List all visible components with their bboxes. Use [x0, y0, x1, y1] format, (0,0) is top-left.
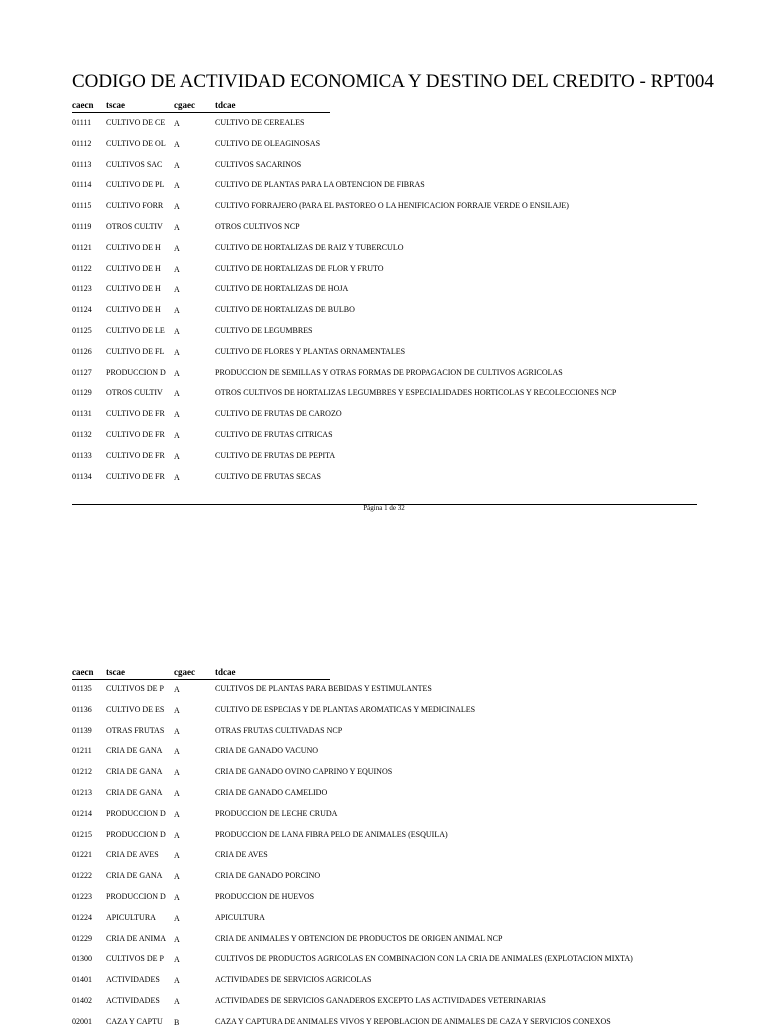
cell-tscae: CRIA DE AVES	[106, 850, 159, 860]
cell-cgaec: A	[174, 410, 180, 420]
cell-cgaec: A	[174, 119, 180, 128]
cell-caecn: 01223	[72, 892, 92, 901]
cell-tscae: CULTIVO DE FR	[106, 409, 165, 419]
cell-tscae: CULTIVO DE H	[106, 242, 161, 252]
cell-tscae: PRODUCCION D	[106, 367, 166, 377]
cell-cgaec: A	[174, 913, 180, 923]
cell-tdcae: CULTIVO DE FLORES Y PLANTAS ORNAMENTALES	[215, 346, 406, 356]
cell-caecn: 01129	[72, 388, 92, 398]
cell-tscae: CULTIVO DE H	[106, 263, 161, 273]
table-row	[0, 366, 768, 380]
cell-tscae: CRIA DE GANA	[106, 871, 163, 881]
cell-cgaec: A	[174, 472, 180, 482]
table-row	[0, 765, 768, 779]
cell-tscae: CULTIVO DE FR	[106, 430, 165, 439]
table-row	[0, 828, 768, 842]
column-header-cgaec: cgaec	[174, 667, 195, 677]
table-row	[0, 178, 768, 192]
cell-caecn: 01135	[72, 684, 92, 693]
cell-caecn: 01211	[72, 746, 92, 756]
cell-cgaec: A	[174, 685, 180, 694]
cell-cgaec: A	[174, 264, 180, 274]
cell-caecn: 01229	[72, 933, 92, 943]
cell-cgaec: A	[174, 368, 180, 378]
cell-tscae: CULTIVO DE ES	[106, 704, 165, 714]
table-row	[0, 345, 768, 359]
cell-tdcae: CULTIVO DE ESPECIAS Y DE PLANTAS AROMATICAS Y MEDICINALES	[215, 704, 476, 714]
table-row	[0, 470, 768, 484]
cell-tscae: PRODUCCION D	[106, 892, 166, 901]
header-rule	[72, 679, 330, 680]
cell-cgaec: A	[174, 285, 180, 295]
cell-cgaec: A	[174, 327, 180, 336]
cell-tscae: ACTIVIDADES	[106, 975, 160, 985]
table-row	[0, 407, 768, 421]
cell-cgaec: A	[174, 202, 180, 212]
cell-tscae: PRODUCCION D	[106, 808, 166, 818]
table-row	[0, 220, 768, 234]
cell-cgaec: A	[174, 851, 180, 861]
cell-cgaec: A	[174, 223, 180, 232]
cell-tscae: CULTIVOS SAC	[106, 159, 163, 169]
cell-caecn: 01121	[72, 242, 92, 252]
column-header-tscae: tscae	[106, 667, 125, 677]
cell-tdcae: CULTIVO DE FRUTAS CITRICAS	[215, 430, 333, 439]
cell-tscae: CULTIVO FORR	[106, 201, 164, 211]
cell-tscae: ACTIVIDADES	[106, 996, 160, 1005]
table-row	[0, 786, 768, 800]
cell-cgaec: A	[174, 893, 180, 902]
column-header-caecn: caecn	[72, 667, 94, 677]
cell-caecn: 01122	[72, 263, 92, 273]
cell-cgaec: A	[174, 389, 180, 399]
cell-tdcae: CULTIVO DE FRUTAS DE PEPITA	[215, 450, 336, 460]
header-rule	[72, 112, 330, 113]
cell-cgaec: A	[174, 809, 180, 819]
cell-tdcae: OTROS CULTIVOS DE HORTALIZAS LEGUMBRES Y ESPECIALIDADES HORTICOLAS Y RECOLECCIONES NCP	[215, 388, 617, 398]
table-row	[0, 744, 768, 758]
table-header	[0, 98, 768, 112]
cell-tdcae: CRIA DE ANIMALES Y OBTENCION DE PRODUCTOS DE ORIGEN ANIMAL NCP	[215, 933, 503, 943]
cell-caecn: 01126	[72, 346, 92, 356]
column-header-tdcae: tdcae	[215, 100, 236, 110]
cell-tscae: CULTIVOS DE P	[106, 684, 164, 693]
cell-cgaec: A	[174, 347, 180, 357]
cell-caecn: 01113	[72, 159, 92, 169]
cell-tdcae: CRIA DE GANADO PORCINO	[215, 871, 321, 881]
cell-tscae: CULTIVO DE FR	[106, 471, 165, 481]
cell-tdcae: CRIA DE GANADO CAMELIDO	[215, 788, 328, 797]
cell-caecn: 02001	[72, 1016, 92, 1026]
cell-cgaec: A	[174, 726, 180, 736]
table-row	[0, 848, 768, 862]
cell-tscae: CULTIVO DE LE	[106, 326, 165, 335]
cell-cgaec: A	[174, 431, 180, 440]
cell-caecn: 01401	[72, 975, 92, 985]
table-row	[0, 807, 768, 821]
cell-cgaec: A	[174, 160, 180, 170]
cell-cgaec: A	[174, 768, 180, 778]
cell-tdcae: PRODUCCION DE HUEVOS	[215, 892, 315, 901]
cell-tdcae: CULTIVOS DE PRODUCTOS AGRICOLAS EN COMBINACION CON LA CRIA DE ANIMALES (EXPLOTACION MIXTA)	[215, 954, 633, 964]
table-header	[0, 665, 768, 679]
cell-caecn: 01127	[72, 367, 92, 377]
cell-tdcae: CRIA DE GANADO VACUNO	[215, 746, 319, 756]
table-row	[0, 682, 768, 696]
cell-tdcae: PRODUCCION DE LECHE CRUDA	[215, 808, 338, 818]
cell-caecn: 01139	[72, 725, 92, 735]
cell-caecn: 01131	[72, 409, 92, 419]
cell-caecn: 01213	[72, 788, 92, 797]
cell-tdcae: CULTIVO DE HORTALIZAS DE FLOR Y FRUTO	[215, 263, 384, 273]
table-row	[0, 449, 768, 463]
table-row	[0, 158, 768, 172]
cell-caecn: 01212	[72, 767, 92, 777]
table-row	[0, 952, 768, 966]
cell-cgaec: A	[174, 306, 180, 316]
table-row	[0, 324, 768, 338]
cell-caecn: 01134	[72, 471, 92, 481]
cell-tscae: CULTIVO DE OL	[106, 138, 166, 148]
cell-caecn: 01133	[72, 450, 92, 460]
cell-tdcae: PRODUCCION DE LANA FIBRA PELO DE ANIMALES (ESQUILA)	[215, 829, 448, 839]
cell-tscae: CULTIVO DE FR	[106, 450, 165, 460]
cell-tscae: CULTIVO DE FL	[106, 346, 165, 356]
cell-caecn: 01300	[72, 954, 92, 964]
table-row	[0, 386, 768, 400]
cell-caecn: 01124	[72, 305, 92, 315]
cell-caecn: 01114	[72, 180, 92, 190]
table-row	[0, 1015, 768, 1029]
cell-caecn: 01136	[72, 704, 92, 714]
column-header-cgaec: cgaec	[174, 100, 195, 110]
cell-tdcae: APICULTURA	[215, 912, 265, 922]
cell-tdcae: CULTIVOS DE PLANTAS PARA BEBIDAS Y ESTIMULANTES	[215, 684, 432, 693]
cell-cgaec: A	[174, 705, 180, 715]
cell-caecn: 01221	[72, 850, 92, 860]
table-row	[0, 137, 768, 151]
table-row	[0, 262, 768, 276]
report-title: CODIGO DE ACTIVIDAD ECONOMICA Y DESTINO DEL CREDITO - RPT004	[72, 71, 714, 92]
cell-caecn: 01125	[72, 326, 92, 335]
table-row	[0, 724, 768, 738]
cell-cgaec: A	[174, 139, 180, 149]
table-row	[0, 282, 768, 296]
page-footer: Página 1 de 32	[363, 504, 405, 512]
cell-caecn: 01112	[72, 138, 92, 148]
cell-tscae: CULTIVO DE PL	[106, 180, 165, 190]
table-row	[0, 869, 768, 883]
cell-cgaec: A	[174, 789, 180, 798]
cell-cgaec: A	[174, 955, 180, 965]
cell-tdcae: CULTIVO DE FRUTAS DE CAROZO	[215, 409, 342, 419]
cell-caecn: 01115	[72, 201, 92, 211]
cell-tdcae: PRODUCCION DE SEMILLAS Y OTRAS FORMAS DE PROPAGACION DE CULTIVOS AGRICOLAS	[215, 367, 563, 377]
cell-caecn: 01214	[72, 808, 92, 818]
cell-tscae: CULTIVO DE H	[106, 305, 161, 315]
cell-tscae: CRIA DE GANA	[106, 746, 163, 756]
table-row	[0, 973, 768, 987]
cell-tdcae: CAZA Y CAPTURA DE ANIMALES VIVOS Y REPOBLACION DE ANIMALES DE CAZA Y SERVICIOS CONEXOS	[215, 1016, 611, 1026]
table-row	[0, 703, 768, 717]
cell-tscae: OTROS CULTIV	[106, 222, 163, 231]
cell-tdcae: CULTIVOS SACARINOS	[215, 159, 302, 169]
cell-tscae: OTRAS FRUTAS	[106, 725, 165, 735]
cell-tscae: PRODUCCION D	[106, 829, 166, 839]
cell-caecn: 01402	[72, 996, 92, 1005]
column-header-tscae: tscae	[106, 100, 125, 110]
cell-tdcae: ACTIVIDADES DE SERVICIOS AGRICOLAS	[215, 975, 372, 985]
cell-cgaec: A	[174, 997, 180, 1006]
cell-tdcae: CULTIVO DE HORTALIZAS DE BULBO	[215, 305, 355, 315]
table-row	[0, 116, 768, 130]
table-row	[0, 994, 768, 1008]
cell-cgaec: A	[174, 872, 180, 882]
cell-tscae: APICULTURA	[106, 912, 156, 922]
cell-cgaec: A	[174, 747, 180, 757]
cell-caecn: 01132	[72, 430, 92, 439]
cell-caecn: 01111	[72, 118, 92, 127]
cell-tscae: CULTIVOS DE P	[106, 954, 164, 964]
cell-tdcae: ACTIVIDADES DE SERVICIOS GANADEROS EXCEPTO LAS ACTIVIDADES VETERINARIAS	[215, 996, 546, 1005]
cell-caecn: 01123	[72, 284, 92, 294]
table-row	[0, 199, 768, 213]
cell-cgaec: A	[174, 934, 180, 944]
cell-tscae: CAZA Y CAPTU	[106, 1016, 163, 1026]
table-row	[0, 890, 768, 904]
cell-tdcae: CRIA DE AVES	[215, 850, 268, 860]
cell-tscae: CRIA DE GANA	[106, 767, 163, 777]
cell-tscae: OTROS CULTIV	[106, 388, 163, 398]
cell-tdcae: CULTIVO DE HORTALIZAS DE RAIZ Y TUBERCULO	[215, 242, 404, 252]
table-row	[0, 303, 768, 317]
cell-caecn: 01224	[72, 912, 92, 922]
cell-cgaec: A	[174, 243, 180, 253]
cell-caecn: 01119	[72, 222, 92, 231]
table-row	[0, 932, 768, 946]
column-header-tdcae: tdcae	[215, 667, 236, 677]
cell-tscae: CULTIVO DE CE	[106, 118, 166, 127]
table-row	[0, 241, 768, 255]
cell-tdcae: CULTIVO DE HORTALIZAS DE HOJA	[215, 284, 349, 294]
cell-cgaec: A	[174, 451, 180, 461]
cell-caecn: 01215	[72, 829, 92, 839]
cell-tscae: CRIA DE GANA	[106, 788, 163, 797]
table-row	[0, 911, 768, 925]
cell-tdcae: CULTIVO DE FRUTAS SECAS	[215, 471, 321, 481]
cell-caecn: 01222	[72, 871, 92, 881]
column-header-caecn: caecn	[72, 100, 94, 110]
cell-tdcae: CULTIVO FORRAJERO (PARA EL PASTOREO O LA HENIFICACION FORRAJE VERDE O ENSILAJE)	[215, 201, 569, 211]
cell-tdcae: CULTIVO DE CEREALES	[215, 118, 305, 127]
cell-tscae: CULTIVO DE H	[106, 284, 161, 294]
cell-tscae: CRIA DE ANIMA	[106, 933, 167, 943]
cell-tdcae: CULTIVO DE LEGUMBRES	[215, 326, 313, 335]
cell-tdcae: CRIA DE GANADO OVINO CAPRINO Y EQUINOS	[215, 767, 393, 777]
cell-cgaec: A	[174, 830, 180, 840]
cell-tdcae: OTROS CULTIVOS NCP	[215, 222, 300, 231]
cell-tdcae: OTRAS FRUTAS CULTIVADAS NCP	[215, 725, 343, 735]
table-row	[0, 428, 768, 442]
cell-cgaec: A	[174, 976, 180, 986]
cell-tdcae: CULTIVO DE PLANTAS PARA LA OBTENCION DE FIBRAS	[215, 180, 425, 190]
cell-tdcae: CULTIVO DE OLEAGINOSAS	[215, 138, 321, 148]
cell-cgaec: A	[174, 181, 180, 191]
cell-cgaec: B	[174, 1017, 180, 1027]
